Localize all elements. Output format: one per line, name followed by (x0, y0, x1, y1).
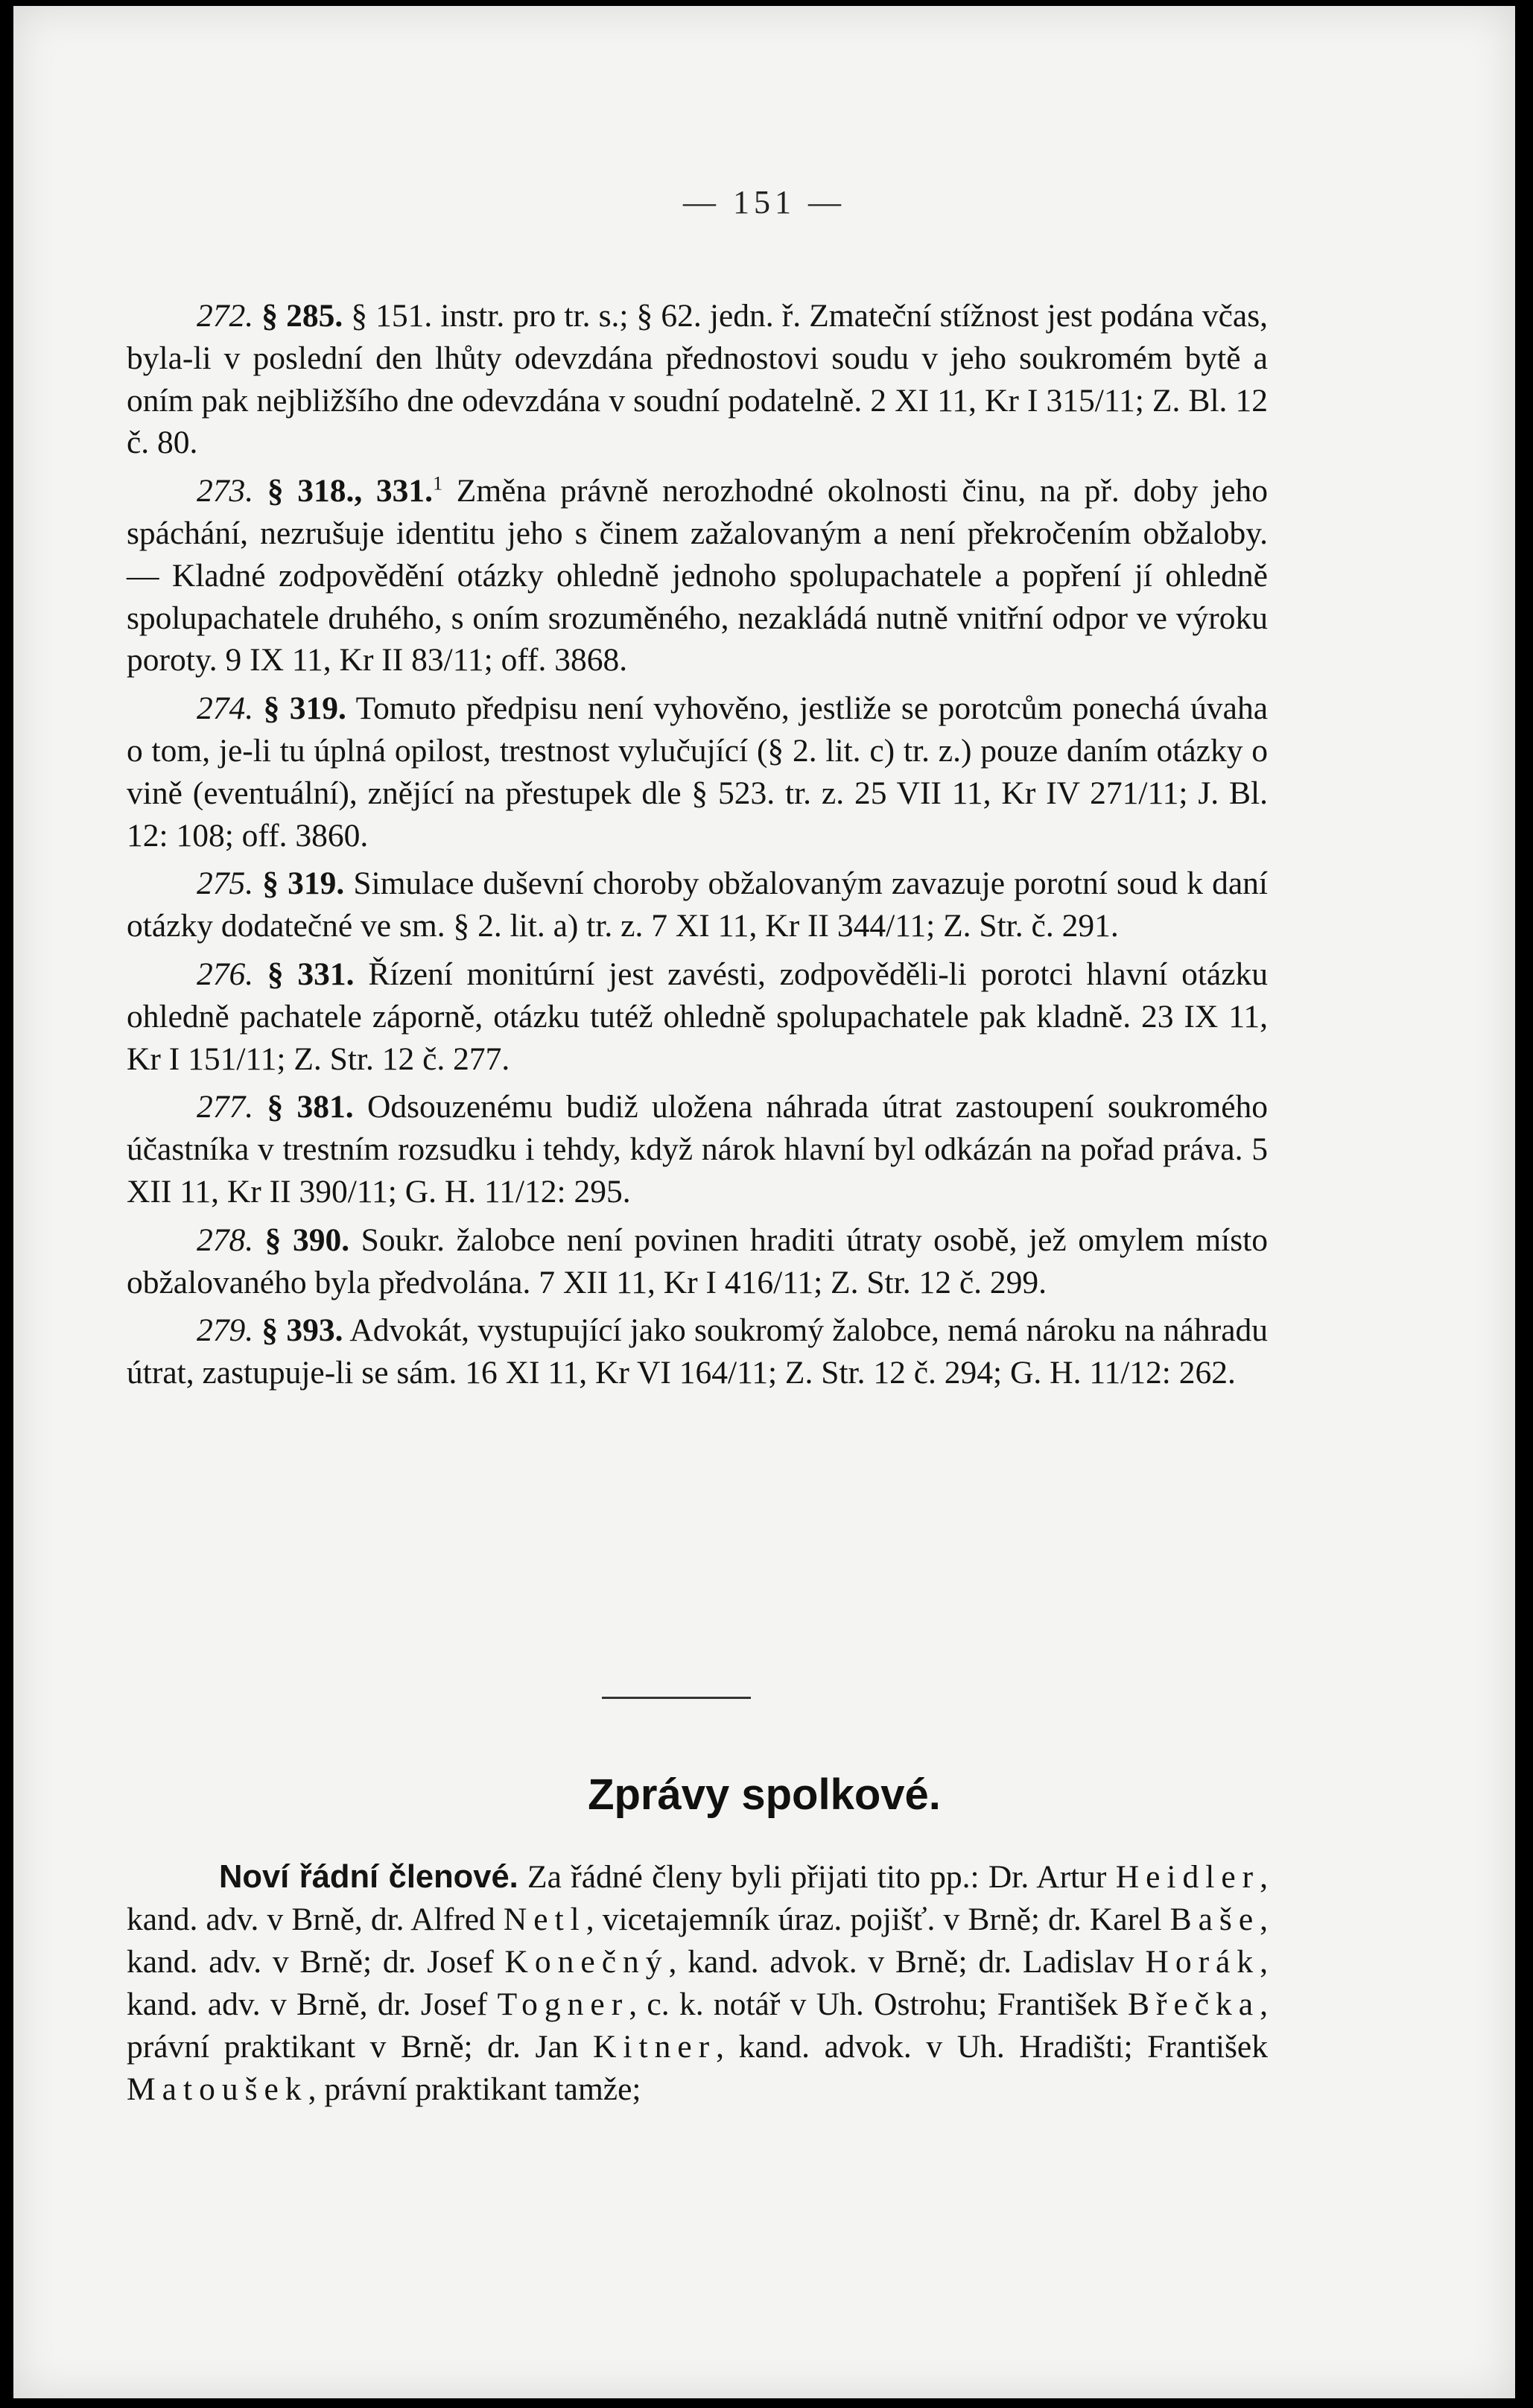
decisions-list (127, 295, 1268, 1400)
entry-paragraph: § 381. (267, 1089, 354, 1125)
member-name: Baše (1169, 1902, 1260, 1937)
footnote-marker: 1 (433, 472, 443, 495)
member-name: Břečka (1127, 1986, 1260, 2022)
news-text: , kand. adv. v Brně; dr. Josef (127, 1902, 1268, 1980)
entry-text: Odsouzenému budiž uložena náhrada útrat zastoupení soukromého účastníka v trestním rozsudku i tehdy, když nárok hlavní byl odkázán na pořad práva. 5 XII 11, Kr II 390/11; G. H. 11/12: 295. (127, 1089, 1268, 1210)
news-text: Za řádné členy byli přijati tito pp.: Dr. Artur (518, 1859, 1116, 1895)
new-members-paragraph (127, 1856, 1268, 2111)
entry-text: Tomuto předpisu není vyhověno, jestliže se porotcům ponechá úvaha o tom, je-li tu úplná opilost, trestnost vylučující (§ 2. lit. c) tr. z.) pouze daním otázky o vině (eventuální), znějící na přestupek dle § 523. tr. z. 25 VII 11, Kr IV 271/11; J. Bl. 12: 108; off. 3860. (127, 690, 1269, 854)
news-text: , právní praktikant v Brně; dr. Jan (127, 1986, 1268, 2065)
decision-entry-277 (127, 1086, 1268, 1213)
entry-number: 278. (197, 1222, 254, 1258)
news-text: , kand. advok. v Brně; dr. Ladislav (668, 1944, 1146, 1980)
decision-entry-275 (127, 863, 1268, 947)
entry-paragraph: § 390. (264, 1222, 350, 1258)
entry-paragraph: § 319. (263, 690, 346, 727)
entry-paragraph: § 319. (262, 865, 345, 902)
entry-number: 277. (197, 1089, 254, 1125)
entry-number: 276. (197, 956, 254, 992)
entry-number: 273. (197, 473, 254, 509)
entry-text: § 151. instr. pro tr. s.; § 62. jedn. ř. Zmateční stížnost jest podána včas, byla-li v poslední den lhůty odevzdána přednostovi soudu v jeho soukromém bytě a oním pak nejbližšího dne odevzdána v soudní podatelně. 2 XI 11, Kr I 315/11; Z. Bl. 12 č. 80. (127, 298, 1269, 461)
member-name: Togner (497, 1986, 629, 2022)
member-name: Matoušek (127, 2071, 308, 2107)
entry-text: Soukr. žalobce není povinen hraditi útraty osobě, jež omylem místo obžalovaného byla předvolána. 7 XII 11, Kr I 416/11; Z. Str. 12 č. 299. (127, 1222, 1269, 1300)
news-text: , právní praktikant tamže; (308, 2071, 641, 2107)
member-name: Konečný (504, 1944, 669, 1980)
decision-entry-278 (127, 1219, 1268, 1304)
member-name: Kitner (593, 2029, 717, 2065)
news-lead: Noví řádní členové. (219, 1859, 518, 1895)
book-page (13, 6, 1515, 2398)
news-text: , kand. advok. v Uh. Hradišti; František (716, 2029, 1268, 2065)
entry-number: 272. (197, 298, 254, 334)
decision-entry-276 (127, 953, 1268, 1080)
decision-entry-272 (127, 295, 1268, 464)
entry-paragraph: § 393. (261, 1312, 343, 1349)
entry-paragraph: § 285. (261, 298, 343, 334)
entry-paragraph: § 318., 331. (267, 473, 434, 509)
entry-text: Řízení monitúrní jest zavésti, zodpověděli-li porotci hlavní otázku ohledně pachatele záporně, otázku tutéž ohledně spolupachatele pak kladně. 23 IX 11, Kr I 151/11; Z. Str. 12 č. 277. (127, 956, 1269, 1077)
section-divider (602, 1697, 751, 1699)
decision-entry-273 (127, 470, 1268, 682)
entry-text: Změna právně nerozhodné okolnosti činu, na př. doby jeho spáchání, nezrušuje identitu jeho s činem zažalovaným a není překročením obžaloby. — Kladné zodpovědění otázky ohledně jednoho spolupachatele a popření jí ohledně spolupachatele druhého, s oním srozuměného, nezakládá nutně vnitřní odpor ve výroku poroty. 9 IX 11, Kr II 83/11; off. 3868. (127, 473, 1269, 679)
decision-entry-274 (127, 687, 1268, 857)
news-text: , vicetajemník úraz. pojišť. v Brně; dr. Karel (585, 1902, 1170, 1937)
member-name: Heidler (1115, 1859, 1260, 1895)
news-text: , c. k. notář v Uh. Ostrohu; František (629, 1986, 1128, 2022)
member-name: Horák (1145, 1944, 1260, 1980)
entry-number: 275. (197, 865, 254, 902)
page-number: — 151 — (683, 184, 845, 220)
entry-number: 274. (197, 690, 254, 727)
entry-text: Simulace duševní choroby obžalovaným zavazuje porotní soud k daní otázky dodatečné ve sm. § 2. lit. a) tr. z. 7 XI 11, Kr II 344/11; Z. Str. č. 291. (127, 865, 1269, 944)
decision-entry-279 (127, 1309, 1268, 1394)
section-title: Zprávy spolkové. (588, 1770, 941, 1819)
news-text: , kand. adv. v Brně, dr. Josef (127, 1944, 1268, 2022)
entry-text: Advokát, vystupující jako soukromý žalobce, nemá nároku na náhradu útrat, zastupuje-li se sám. 16 XI 11, Kr VI 164/11; Z. Str. 12 č. 294; G. H. 11/12: 262. (127, 1312, 1269, 1391)
news-text: , kand. adv. v Brně, dr. Alfred (127, 1859, 1268, 1937)
entry-paragraph: § 331. (267, 956, 355, 992)
member-name: Netl (503, 1902, 586, 1937)
entry-number: 279. (197, 1312, 254, 1349)
